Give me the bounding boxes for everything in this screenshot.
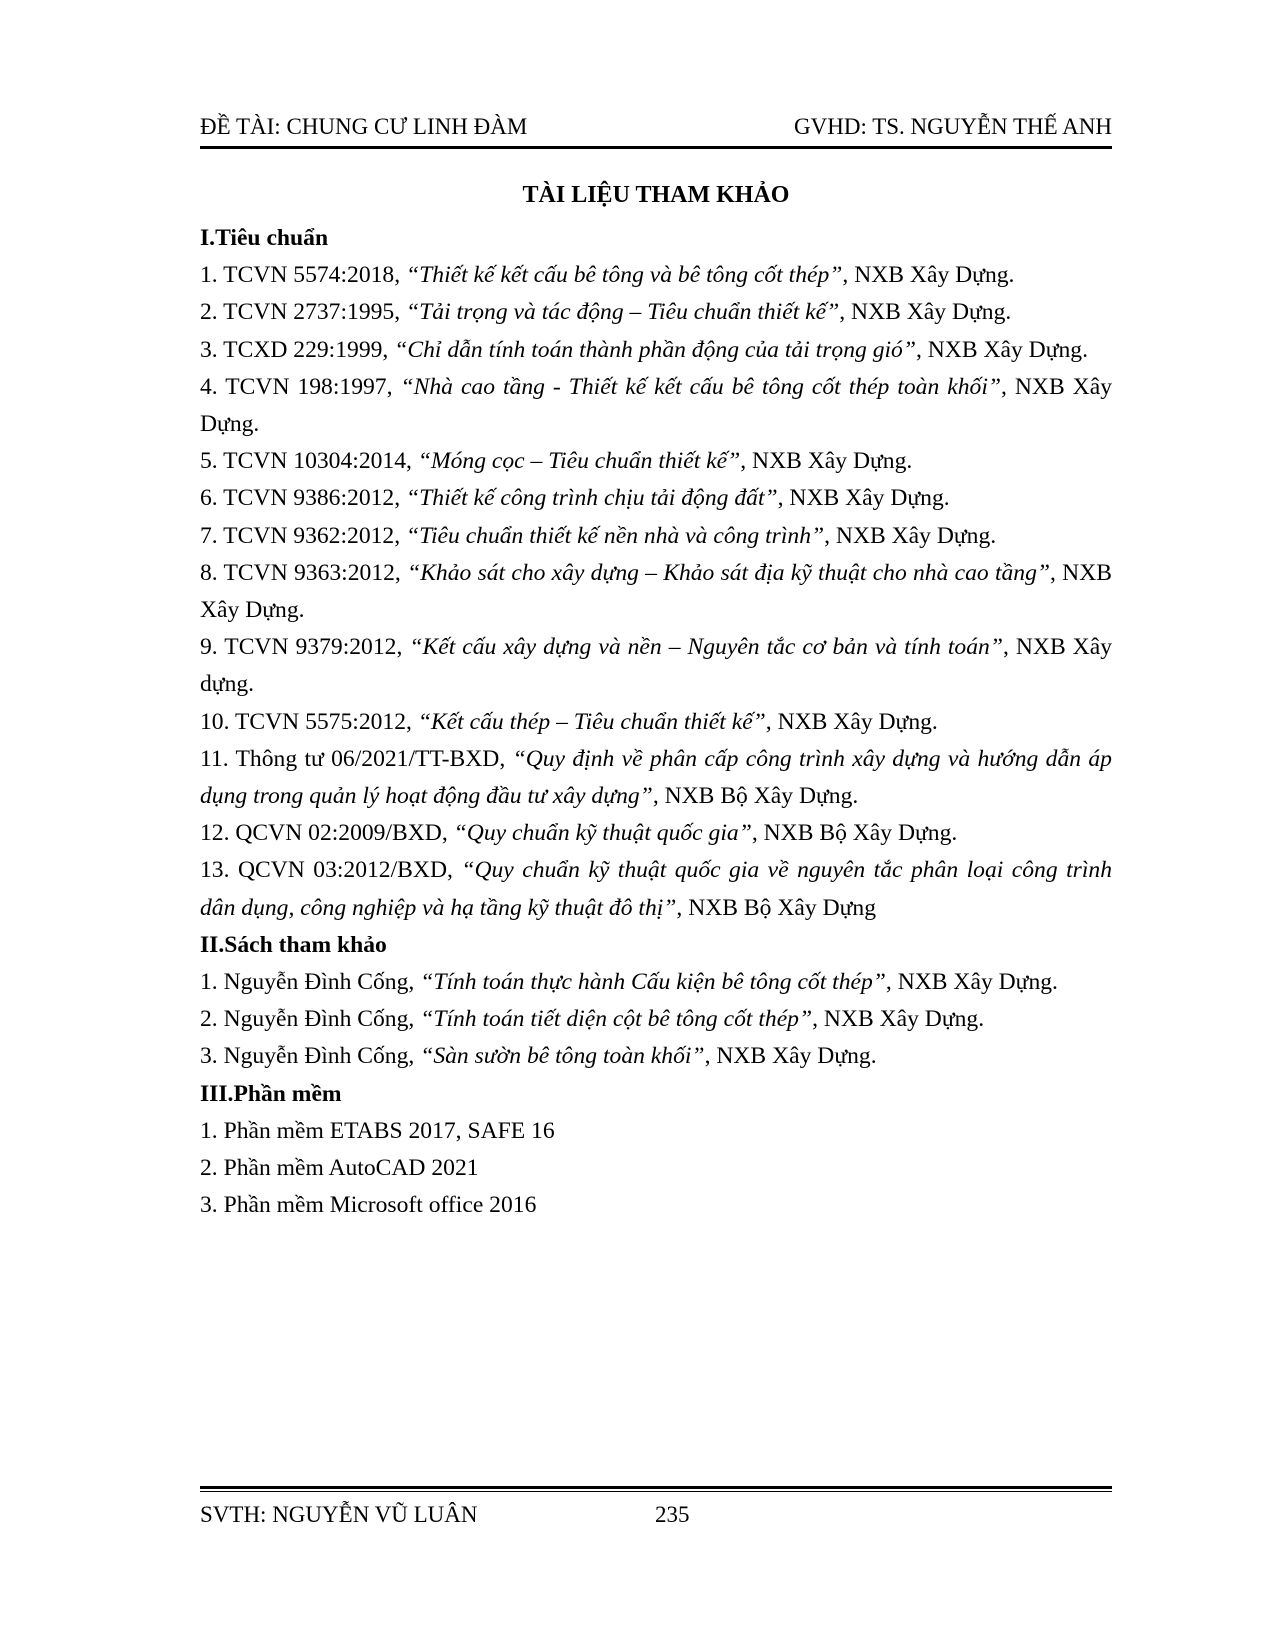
header-divider [200,146,1112,149]
footer-divider-thick [200,1486,1112,1489]
reference-source: 2. TCVN 2737:1995, [200,299,407,326]
reference-item [200,518,1112,555]
reference-source: 13. QCVN 03:2012/BXD, [200,857,462,884]
reference-source: 11. Thông tư 06/2021/TT-BXD, [200,745,513,772]
reference-item [200,815,1112,852]
reference-source: 2. Phần mềm AutoCAD 2021 [200,1155,479,1182]
header-supervisor: GVHD: TS. NGUYỄN THẾ ANH [794,114,1112,139]
reference-source: 12. QCVN 02:2009/BXD, [200,820,454,847]
page-number: 235 [655,1502,690,1527]
reference-source: 1. TCVN 5574:2018, [200,262,407,289]
section-heading: II.Sách tham khảo [200,931,387,958]
header-topic: ĐỀ TÀI: CHUNG CƯ LINH ĐÀM [200,114,528,139]
reference-title: “Tính toán thực hành Cấu kiện bê tông cốt thép” [420,969,886,996]
reference-publisher: , NXB Bộ Xây Dựng [676,894,876,921]
reference-title: “Quy chuẩn kỹ thuật quốc gia” [453,820,752,847]
reference-publisher: , NXB Xây Dựng. [812,1006,985,1033]
reference-source: 4. TCVN 198:1997, [200,373,401,400]
reference-item [200,1150,1112,1187]
reference-list [200,257,1112,927]
reference-title: “Kết cấu thép – Tiêu chuẩn thiết kế” [417,708,766,735]
reference-item [200,480,1112,517]
reference-source: 9. TCVN 9379:2012, [200,634,410,661]
reference-publisher: , NXB Xây Dựng. [885,969,1058,996]
reference-publisher: , NXB Xây Dựng. [777,485,950,512]
reference-title: “Kết cấu xây dựng và nền – Nguyên tắc cơ bản và tính toán” [409,634,1003,661]
reference-item [200,1187,1112,1224]
reference-publisher: , NXB Bộ Xây Dựng. [751,820,958,847]
reference-title: “Tính toán tiết diện cột bê tông cốt thép” [420,1006,813,1033]
document-page [200,0,1112,1650]
reference-item [200,369,1112,443]
reference-title: “Quy định về phân cấp công trình xây dựng và hướng dẫn áp dụng trong quản lý hoạt động đầu tư xây dựng” [200,745,1112,810]
reference-source: 3. TCXD 229:1999, [200,336,395,363]
reference-publisher: , NXB Xây Dựng. [824,522,997,549]
reference-title: “Sàn sườn bê tông toàn khối” [420,1043,705,1070]
section-heading: III.Phần mềm [200,1080,342,1107]
reference-item [200,704,1112,741]
reference-title: “Thiết kế công trình chịu tải động đất” [406,485,778,512]
reference-item [200,629,1112,703]
reference-title: “Nhà cao tầng - Thiết kế kết cấu bê tông cốt thép toàn khối” [400,373,1001,400]
reference-item [200,1001,1112,1038]
reference-list [200,964,1112,1076]
reference-item [200,443,1112,480]
reference-title: “Khảo sát cho xây dựng – Khảo sát địa kỹ thuật cho nhà cao tầng” [407,559,1051,586]
reference-source: 3. Nguyễn Đình Cống, [200,1043,421,1070]
reference-source: 8. TCVN 9363:2012, [200,559,408,586]
reference-publisher: , NXB Xây Dựng. [704,1043,877,1070]
reference-source: 7. TCVN 9362:2012, [200,522,407,549]
reference-title: “Thiết kế kết cấu bê tông và bê tông cốt thép” [406,262,843,289]
reference-item [200,555,1112,629]
page-content [200,175,1112,1224]
reference-title: “Tải trọng và tác động – Tiêu chuẩn thiết kế” [406,299,840,326]
reference-publisher: , NXB Xây Dựng. [200,373,1112,438]
reference-item [200,332,1112,369]
reference-source: 3. Phần mềm Microsoft office 2016 [200,1192,537,1219]
reference-item [200,741,1112,815]
reference-source: 1. Phần mềm ETABS 2017, SAFE 16 [200,1117,555,1144]
reference-title: “Móng cọc – Tiêu chuẩn thiết kế” [417,448,741,475]
reference-publisher: , NXB Xây Dựng. [842,262,1015,289]
reference-publisher: , NXB Xây Dựng. [839,299,1012,326]
footer-divider-thin [200,1491,1112,1492]
reference-source: 2. Nguyễn Đình Cống, [200,1006,421,1033]
reference-source: 10. TCVN 5575:2012, [200,708,418,735]
reference-publisher: , NXB Xây Dựng. [915,336,1089,363]
reference-publisher: , NXB Xây Dựng. [740,448,913,475]
footer-student: SVTH: NGUYỄN VŨ LUÂN [200,1502,478,1527]
reference-list [200,1113,1112,1225]
reference-item [200,294,1112,331]
reference-title: “Chỉ dẫn tính toán thành phần động của tải trọng gió” [394,336,916,363]
reference-item [200,1038,1112,1075]
reference-publisher: , NXB Bộ Xây Dựng. [652,783,859,810]
reference-item [200,852,1112,926]
reference-source: 1. Nguyễn Đình Cống, [200,969,421,996]
reference-title: “Quy chuẩn kỹ thuật quốc gia về nguyên tắc phân loại công trình dân dụng, công nghiệp và hạ tầng kỹ thuật đô thị” [200,857,1112,921]
reference-item [200,257,1112,294]
reference-publisher: , NXB Xây Dựng. [765,708,938,735]
reference-title: “Tiêu chuẩn thiết kế nền nhà và công trình” [406,522,825,549]
section-heading: I.Tiêu chuẩn [200,225,329,251]
reference-source: 6. TCVN 9386:2012, [200,485,407,512]
reference-item [200,964,1112,1001]
page-title: TÀI LIỆU THAM KHẢO [522,182,790,208]
reference-publisher: , NXB Xây dựng. [200,634,1112,698]
reference-source: 5. TCVN 10304:2014, [200,448,418,475]
page-header [200,112,1112,142]
references-body [200,220,1112,1224]
reference-publisher: , NXB Xây Dựng. [200,559,1112,624]
reference-item [200,1113,1112,1150]
